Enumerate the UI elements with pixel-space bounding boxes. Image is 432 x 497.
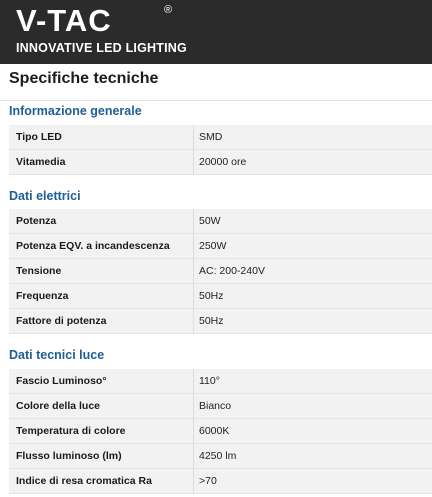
spec-value: 50Hz: [199, 290, 224, 302]
spec-label: Potenza: [16, 215, 57, 227]
spec-label: Indice di resa cromatica Ra: [16, 475, 152, 487]
brand-tagline: INNOVATIVE LED LIGHTING: [16, 40, 187, 55]
spec-value: 6000K: [199, 425, 230, 437]
table-row: [9, 469, 432, 494]
spec-value: 4250 lm: [199, 450, 237, 462]
spec-label: Flusso luminoso (lm): [16, 450, 122, 462]
spec-value: 20000 ore: [199, 156, 247, 168]
table-row: [9, 309, 432, 334]
spec-label: Fascio Luminoso°: [16, 375, 107, 387]
spec-value: 50W: [199, 215, 221, 227]
spec-label: Tipo LED: [16, 131, 62, 143]
spec-value: 110°: [199, 375, 220, 387]
brand-header: [0, 0, 432, 64]
spec-value: AC: 200-240V: [199, 265, 265, 277]
table-row: [9, 369, 432, 394]
spec-label: Vitamedia: [16, 156, 66, 168]
spec-value: >70: [199, 475, 217, 487]
spec-value: 250W: [199, 240, 227, 252]
brand-name: V-TAC: [16, 3, 112, 38]
registered-mark: ®: [164, 4, 173, 16]
table-row: [9, 234, 432, 259]
spec-value: SMD: [199, 131, 223, 143]
vtac-logo[interactable]: [8, 3, 187, 59]
table-row: [9, 284, 432, 309]
section-title-general: Informazione generale: [9, 104, 142, 118]
spec-value: 50Hz: [199, 315, 224, 327]
table-row: [9, 259, 432, 284]
table-row: [9, 419, 432, 444]
section-title-light: Dati tecnici luce: [9, 348, 105, 362]
spec-label: Tensione: [16, 265, 62, 277]
spec-label: Fattore di potenza: [16, 315, 107, 327]
spec-value: Bianco: [199, 400, 232, 412]
table-row: [9, 444, 432, 469]
page-title: Specifiche tecniche: [9, 70, 159, 87]
spec-label: Frequenza: [16, 290, 69, 302]
section-title-electrical: Dati elettrici: [9, 189, 81, 203]
spec-label: Colore della luce: [16, 400, 101, 412]
table-row: [9, 209, 432, 234]
table-row: [9, 125, 432, 150]
table-row: [9, 150, 432, 175]
title-bar: [0, 64, 432, 101]
spec-label: Potenza EQV. a incandescenza: [16, 240, 170, 252]
spec-label: Temperatura di colore: [16, 425, 126, 437]
table-row: [9, 394, 432, 419]
